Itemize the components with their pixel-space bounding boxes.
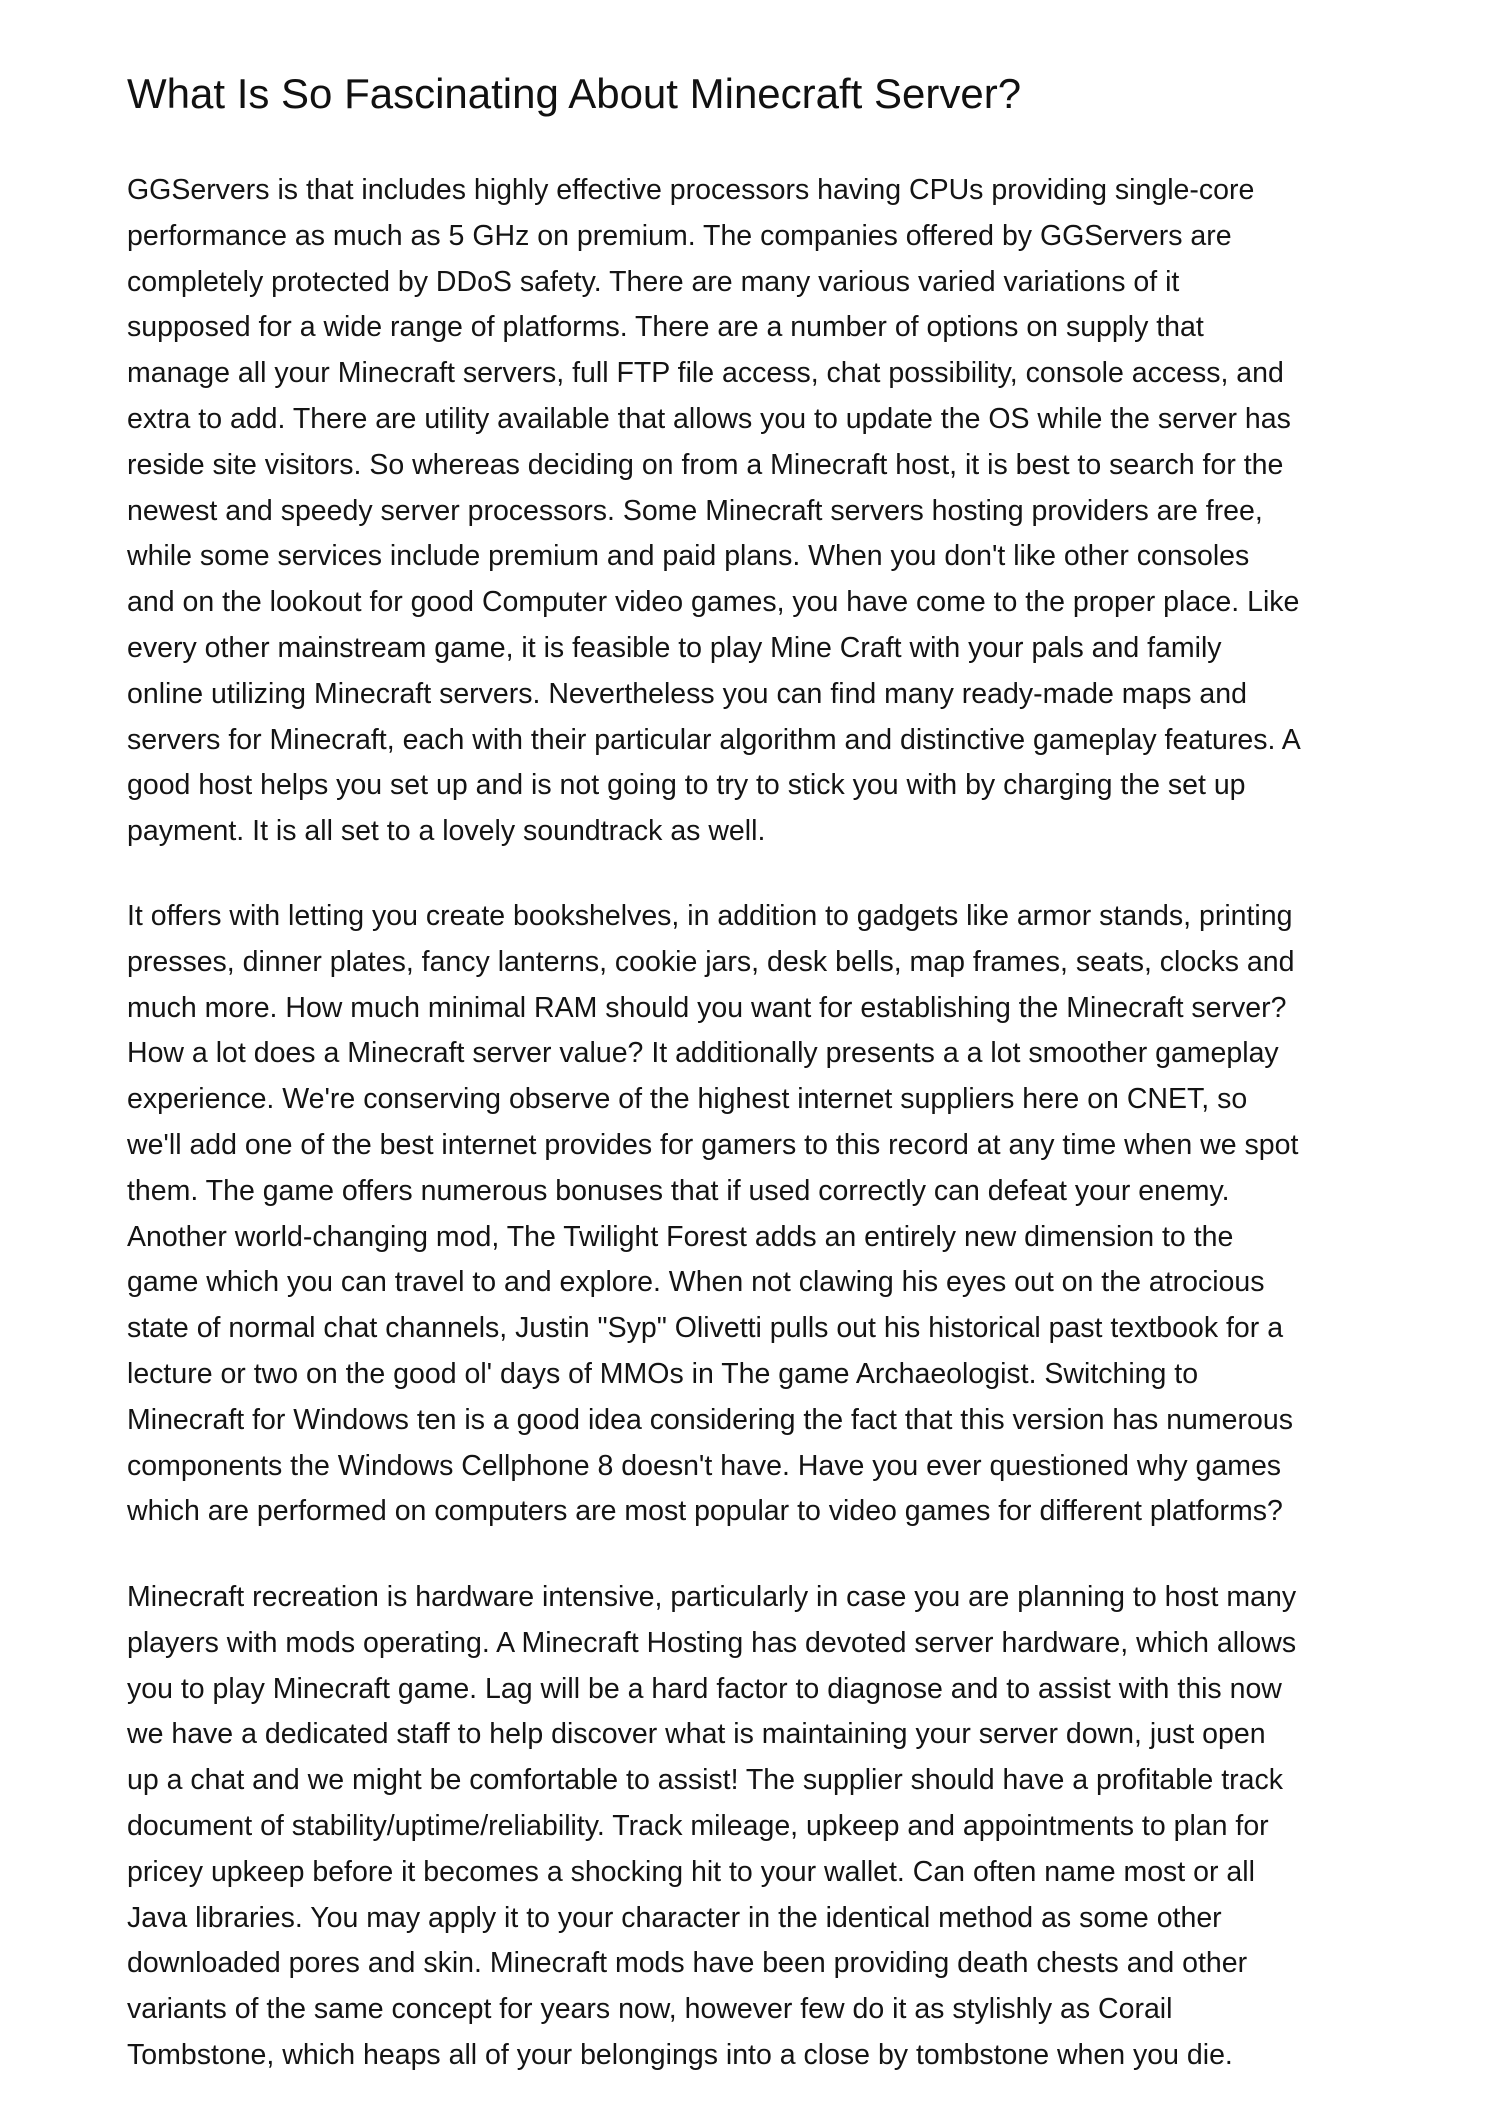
paragraph-2 xyxy=(127,894,1298,1535)
text-line: Another world-changing mod, The Twilight Forest adds an entirely new dimension to the xyxy=(127,1220,1234,1253)
text-line: them. The game offers numerous bonuses that if used correctly can defeat your enemy. xyxy=(127,1174,1230,1207)
text-line: Minecraft for Windows ten is a good idea considering the fact that this version has numerous xyxy=(127,1403,1293,1436)
text-line: variants of the same concept for years now, however few do it as stylishly as Corail xyxy=(127,1993,1173,2026)
text-line: which are performed on computers are most popular to video games for different platforms? xyxy=(127,1495,1283,1528)
paragraph-3 xyxy=(127,1575,1296,2079)
text-line: payment. It is all set to a lovely soundtrack as well. xyxy=(127,815,766,848)
page-title: What Is So Fascinating About Minecraft Server? xyxy=(127,70,1022,117)
text-line: players with mods operating. A Minecraft Hosting has devoted server hardware, which allows xyxy=(127,1626,1297,1659)
text-line: How a lot does a Minecraft server value? It additionally presents a a lot smoother gameplay xyxy=(127,1037,1279,1070)
text-line: extra to add. There are utility available that allows you to update the OS while the server has xyxy=(127,402,1291,435)
text-line: lecture or two on the good ol' days of MMOs in The game Archaeologist. Switching to xyxy=(127,1357,1199,1390)
text-line: you to play Minecraft game. Lag will be a hard factor to diagnose and to assist with this now xyxy=(127,1672,1282,1705)
paragraph-1 xyxy=(127,168,1301,855)
text-line: experience. We're conserving observe of the highest internet suppliers here on CNET, so xyxy=(127,1083,1248,1116)
text-line: components the Windows Cellphone 8 doesn't have. Have you ever questioned why games xyxy=(127,1449,1282,1482)
text-line: pricey upkeep before it becomes a shocking hit to your wallet. Can often name most or all xyxy=(127,1855,1255,1888)
text-line: good host helps you set up and is not going to try to stick you with by charging the set up xyxy=(127,769,1246,802)
text-line: servers for Minecraft, each with their particular algorithm and distinctive gameplay features. A xyxy=(127,723,1301,756)
text-line: downloaded pores and skin. Minecraft mods have been providing death chests and other xyxy=(127,1947,1248,1980)
text-line: online utilizing Minecraft servers. Nevertheless you can find many ready-made maps and xyxy=(127,677,1247,710)
text-line: every other mainstream game, it is feasible to play Mine Craft with your pals and family xyxy=(127,631,1222,664)
text-line: Java libraries. You may apply it to your character in the identical method as some other xyxy=(127,1901,1222,1934)
text-line: much more. How much minimal RAM should you want for establishing the Minecraft server? xyxy=(127,991,1287,1024)
text-line: game which you can travel to and explore. When not clawing his eyes out on the atrocious xyxy=(127,1266,1265,1299)
text-line: and on the lookout for good Computer video games, you have come to the proper place. Like xyxy=(127,586,1300,619)
text-line: presses, dinner plates, fancy lanterns, cookie jars, desk bells, map frames, seats, clocks and xyxy=(127,945,1295,978)
text-line: up a chat and we might be comfortable to assist! The supplier should have a profitable track xyxy=(127,1764,1283,1797)
text-line: completely protected by DDoS safety. There are many various varied variations of it xyxy=(127,265,1180,298)
text-line: we'll add one of the best internet provides for gamers to this record at any time when we spot xyxy=(127,1128,1299,1161)
text-line: document of stability/uptime/reliability. Track mileage, upkeep and appointments to plan for xyxy=(127,1809,1269,1842)
text-line: Minecraft recreation is hardware intensive, particularly in case you are planning to host many xyxy=(127,1581,1297,1613)
text-line: we have a dedicated staff to help discover what is maintaining your server down, just open xyxy=(127,1718,1266,1751)
text-line: It offers with letting you create bookshelves, in addition to gadgets like armor stands, printing xyxy=(127,900,1293,932)
text-line: newest and speedy server processors. Some Minecraft servers hosting providers are free, xyxy=(127,494,1263,527)
text-line: reside site visitors. So whereas deciding on from a Minecraft host, it is best to search for the xyxy=(127,448,1284,481)
text-line: while some services include premium and paid plans. When you don't like other consoles xyxy=(127,540,1250,573)
text-line: manage all your Minecraft servers, full FTP file access, chat possibility, console access, and xyxy=(127,357,1284,390)
text-line: state of normal chat channels, Justin "Syp" Olivetti pulls out his historical past textbook for a xyxy=(127,1312,1284,1345)
text-line: Tombstone, which heaps all of your belongings into a close by tombstone when you die. xyxy=(127,2038,1233,2071)
text-line: GGServers is that includes highly effective processors having CPUs providing single-core xyxy=(127,174,1255,206)
text-line: supposed for a wide range of platforms. There are a number of options on supply that xyxy=(127,311,1204,344)
text-line: performance as much as 5 GHz on premium. The companies offered by GGServers are xyxy=(127,219,1232,252)
